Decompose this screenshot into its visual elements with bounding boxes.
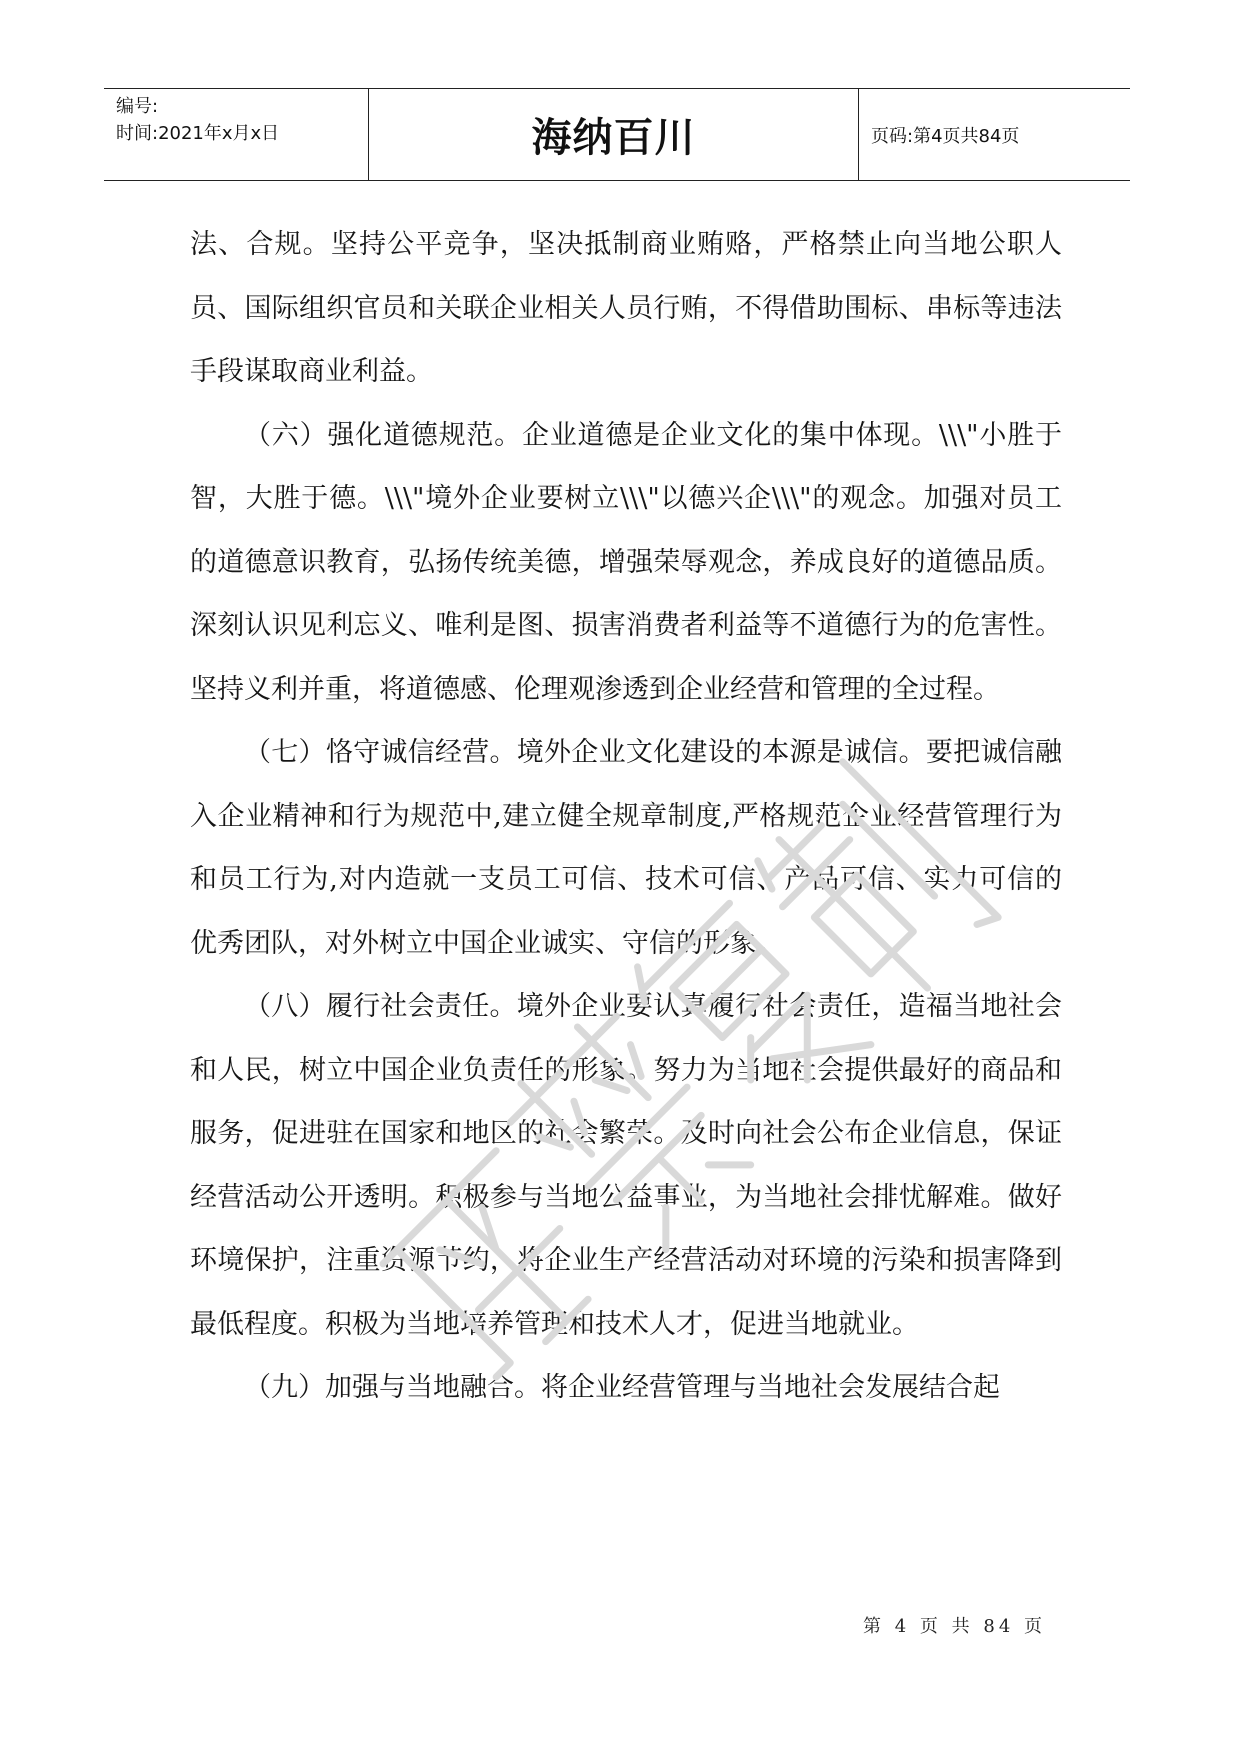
page-footer: 第 4 页 共 84 页 [863, 1616, 1046, 1637]
document-body [190, 213, 1062, 1420]
header-page-cell [859, 89, 1130, 180]
header-meta [104, 89, 369, 180]
body-paragraph: 法、合规。坚持公平竞争，坚决抵制商业贿赂，严格禁止向当地公职人员、国际组织官员和关联企业相关人员行贿，不得借助围标、串标等违法手段谋取商业利益。 [190, 229, 1062, 387]
page-header [104, 88, 1130, 181]
body-paragraph: （六）强化道德规范。企业道德是企业文化的集中体现。\\\"小胜于智，大胜于德。\\\"境外企业要树立\\\"以德兴企\\\"的观念。加强对员工的道德意识教育，弘扬传统美德，增强荣辱观念，养成良好的道德品质。深刻认识见利忘义、唯利是图、损害消费者利益等不道德行为的危害性。坚持义利并重，将道德感、伦理观渗透到企业经营和管理的全过程。 [190, 419, 1062, 705]
body-paragraph: （八）履行社会责任。境外企业要认真履行社会责任，造福当地社会和人民，树立中国企业负责任的形象。努力为当地社会提供最好的商品和服务，促进驻在国家和地区的社会繁荣。及时向社会公布企业信息，保证经营活动公开透明。积极参与当地公益事业，为当地社会排忧解难。做好环境保护，注重资源节约，将企业生产经营活动对环境的污染和损害降到最低程度。积极为当地培养管理和技术人才，促进当地就业。 [190, 991, 1062, 1340]
header-title-cell [369, 89, 859, 180]
document-number-label: 编号: [116, 96, 159, 117]
header-page-label: 页码:第4页共84页 [871, 125, 1020, 147]
document-time-label: 时间:2021年x月x日 [116, 123, 280, 144]
header-title: 海纳百川 [531, 115, 696, 161]
body-paragraph: （九）加强与当地融合。将企业经营管理与当地社会发展结合起 [244, 1372, 1000, 1403]
body-paragraph: （七）恪守诚信经营。境外企业文化建设的本源是诚信。要把诚信融入企业精神和行为规范中,建立健全规章制度,严格规范企业经营管理行为和员工行为,对内造就一支员工可信、技术可信、产品可信、实力可信的优秀团队，对外树立中国企业诚实、守信的形象。 [190, 737, 1062, 959]
